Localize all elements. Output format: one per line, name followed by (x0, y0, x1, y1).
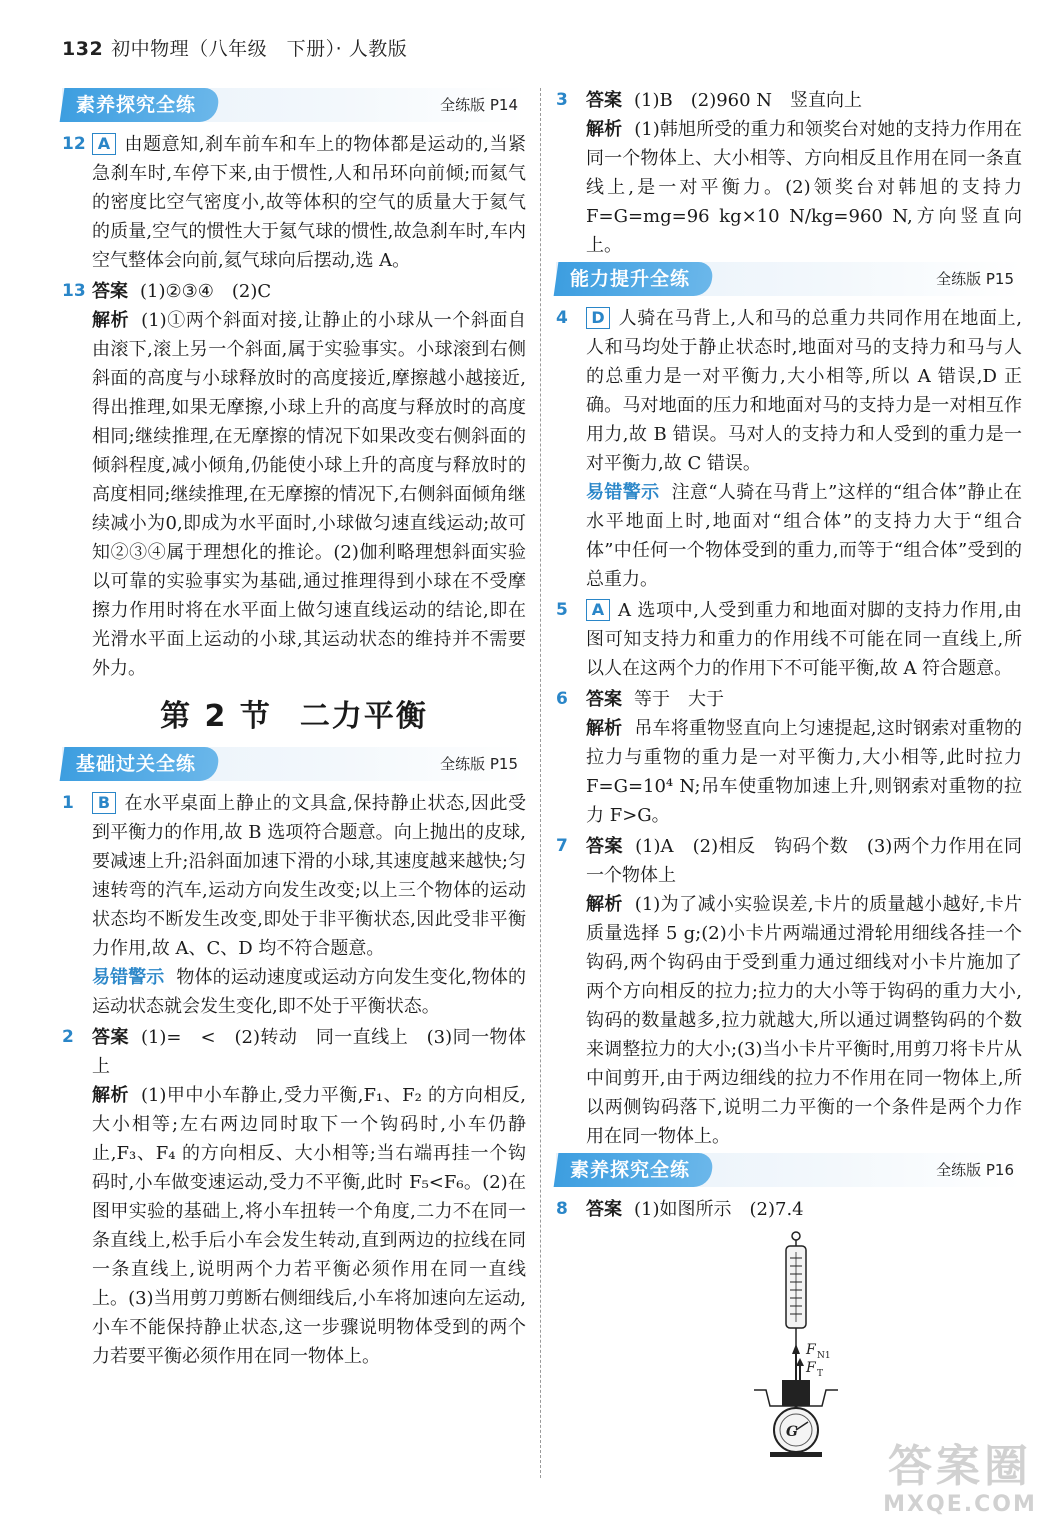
hook-ring-icon (792, 1232, 800, 1240)
answer-text: (1)②③④ (2)C (140, 281, 272, 302)
section-title (62, 691, 526, 735)
label-g: G (786, 1424, 798, 1440)
answer-label: 答案 (92, 281, 128, 302)
answer-label: 答案 (586, 836, 624, 857)
section-name: 二力平衡 (299, 699, 428, 734)
analysis-text: (1)为了减小实验误差,卡片的质量越小越好,卡片质量选择 5 g;(2)小卡片两端通过滑轮用细线各挂一个钩码,两个钩码由于受到重力通过细线对小卡片施加了两个方向相反的拉力;拉力的大小等于钩码的重力大小,钩码的数量越多,拉力就越大,所以通过调整钩码的个数来调整拉力的大小;(3)当小卡片平衡时,用剪刀将卡片从中间剪开,由于两边细线的拉力不作用在同一物体上,所以两侧钩码落下,说明二力平衡的一个条件是两个力作用在同一物体上。 (586, 894, 1022, 1147)
banner-ability-p15 (556, 262, 1022, 296)
banner-ref: 全练版 P16 (936, 1161, 1014, 1179)
question-7 (556, 832, 1022, 1151)
watermark-line2: MXQE.COM (883, 1492, 1037, 1517)
weight-block-icon (782, 1380, 810, 1406)
answer-box: A (586, 599, 610, 621)
question-number: 2 (62, 1027, 74, 1047)
question-number: 3 (556, 90, 568, 110)
analysis-label: 解析 (586, 894, 623, 915)
answer-label: 答案 (92, 1027, 129, 1048)
banner-label: 素养探究全练 (76, 94, 197, 116)
question-number: 6 (556, 689, 568, 709)
banner-basic-p15 (62, 747, 526, 781)
force-diagram-figure (746, 1230, 866, 1458)
analysis-label: 解析 (92, 1085, 129, 1106)
question-5 (556, 596, 1022, 683)
warning-label: 易错警示 (92, 967, 165, 988)
analysis-text: (1)韩旭所受的重力和领奖台对她的支持力作用在同一个物体上、大小相等、方向相反且作用在同一条直线上,是一对平衡力。(2)领奖台对韩旭的支持力 F=G=mg=96 kg×10 N/kg=960 N,方向竖直向上。 (586, 119, 1023, 256)
answer-text: (1)B (2)960 N 竖直向上 (634, 90, 863, 111)
analysis-label: 解析 (92, 310, 130, 331)
scale-base-icon (770, 1452, 822, 1457)
question-number: 5 (556, 600, 568, 620)
label-fn: F (806, 1342, 816, 1358)
warning-text: 物体的运动速度或运动方向发生变化,物体的运动状态就会发生变化,即不处于平衡状态。 (92, 967, 526, 1017)
question-13 (62, 277, 526, 683)
answer-box: D (586, 307, 610, 329)
banner-label: 素养探究全练 (570, 1159, 691, 1181)
question-number: 8 (556, 1199, 568, 1219)
banner-ref: 全练版 P14 (440, 96, 518, 114)
answer-label: 答案 (586, 1199, 622, 1220)
answer-text: (1)A (2)相反 钩码个数 (3)两个力作用在同一个物体上 (586, 836, 1023, 886)
banner-literacy-p14 (62, 88, 526, 122)
page-header (62, 34, 407, 61)
analysis-text: 吊车将重物竖直向上匀速提起,这时钢索对重物的拉力与重物的重力是一对平衡力,大小相等,此时拉力 F=G=10⁴ N;吊车使重物加速上升,则钢索对重物的拉力 F>G。 (586, 718, 1022, 826)
warning-label: 易错警示 (586, 482, 660, 503)
answer-label: 答案 (586, 689, 622, 710)
analysis-text: (1)甲中小车静止,受力平衡,F₁、F₂ 的方向相反,大小相等;左右两边同时取下一个钩码时,小车仍静止,F₃、F₄ 的方向相反、大小相等;当右端再挂一个钩码时,小车做变速运动,受力不平衡,此时 F₅<F₆。(2)在图甲实验的基础上,将小车扭转一个角度,二力不在同一条直线上,松手后小车会发生转动,直到两边的拉线在同一条直线上,说明两个力若平衡必须作用在同一直线上。(3)当用剪刀剪断右侧细线后,小车将加速向左运动,小车不能保持静止状态,这一步骤说明物体受到的两个力若要平衡必须作用在同一物体上。 (92, 1085, 527, 1367)
section-number: 第 2 节 (160, 699, 272, 734)
question-number: 7 (556, 836, 568, 856)
analysis-text: (1)①两个斜面对接,让静止的小球从一个斜面自由滚下,滚上另一个斜面,属于实验事实。小球滚到右侧斜面的高度与小球释放时的高度接近,摩擦越小越接近,得出推理,如果无摩擦,小球上升的高度与释放时的高度相同;继续推理,在无摩擦的情况下如果改变右侧斜面的倾斜程度,减小倾角,仍能使小球上升的高度与释放时的高度相同;继续推理,在无摩擦的情况下,右侧斜面倾角继续减小为0,即成为水平面时,小球做匀速直线运动;故可知②③④属于理想化的推论。(2)伽利略理想斜面实验以可靠的实验事实为基础,通过推理得到小球在不受摩擦力作用时将在水平面上做匀速直线运动的结论,即在光滑水平面上运动的小球,其运动状态的维持并不需要外力。 (92, 310, 527, 679)
question-4 (556, 304, 1022, 594)
question-12 (62, 130, 526, 275)
banner-label: 基础过关全练 (76, 753, 197, 775)
question-8 (556, 1195, 1022, 1224)
answer-box: B (92, 792, 116, 814)
question-number: 4 (556, 308, 568, 328)
answer-text: (1)如图所示 (2)7.4 (634, 1199, 804, 1220)
analysis-label: 解析 (586, 718, 623, 739)
question-number: 13 (62, 281, 86, 301)
column-divider (540, 88, 541, 1478)
question-6 (556, 685, 1022, 830)
question-text: 在水平桌面上静止的文具盒,保持静止状态,因此受到平衡力的作用,故 B 选项符合题意。向上抛出的皮球,要减速上升;沿斜面加速下滑的小球,其速度越来越快;匀速转弯的汽车,运动方向发生改变;以上三个物体的运动状态均不断发生改变,即处于非平衡状态,因此受非平衡力作用,故 A、C、D 均不符合题意。 (92, 793, 526, 959)
banner-ref: 全练版 P15 (440, 755, 518, 773)
left-column (62, 86, 526, 1373)
label-fn-sub: N1 (817, 1351, 831, 1361)
book-title: 初中物理（八年级 下册）· 人教版 (111, 38, 408, 60)
question-text: 人骑在马背上,人和马的总重力共同作用在地面上,人和马均处于静止状态时,地面对马的支持力和马与人的总重力是一对平衡力,大小相等,所以 A 错误,D 正确。马对地面的压力和地面对马的支持力是一对相互作用力,故 B 错误。马对人的支持力和人受到的重力是一对平衡力,故 C 错误。 (586, 308, 1022, 474)
question-2 (62, 1023, 526, 1371)
question-number: 12 (62, 134, 86, 154)
banner-label: 能力提升全练 (570, 268, 691, 290)
answer-label: 答案 (586, 90, 622, 111)
right-column (556, 86, 1022, 1458)
page-number: 132 (62, 38, 104, 60)
label-ft: F (806, 1360, 816, 1376)
question-text: 由题意知,刹车前车和车上的物体都是运动的,当紧急刹车时,车停下来,由于惯性,人和吊环向前倾;而氦气的密度比空气密度小,故等体积的空气的质量大于氦气的质量,空气的惯性大于氦气球的惯性,故急刹车时,车内空气整体会向前,氦气球向后摆动,选 A。 (92, 134, 526, 271)
answer-text: 等于 大于 (634, 689, 724, 710)
answer-text: (1)= < (2)转动 同一直线上 (3)同一物体上 (92, 1027, 527, 1077)
question-3 (556, 86, 1022, 260)
label-ft-sub: T (817, 1369, 824, 1379)
question-1 (62, 789, 526, 1021)
question-number: 1 (62, 793, 74, 813)
force-diagram (746, 1230, 866, 1458)
watermark (880, 1442, 1040, 1526)
answer-box: A (92, 133, 116, 155)
banner-literacy-p16 (556, 1153, 1022, 1187)
question-text: A 选项中,人受到重力和地面对脚的支持力作用,由图可知支持力和重力的作用线不可能在同一直线上,所以人在这两个力的作用下不可能平衡,故 A 符合题意。 (586, 600, 1022, 679)
warning-text: 注意“人骑在马背上”这样的“组合体”静止在水平地面上时,地面对“组合体”的支持力大于“组合体”中任何一个物体受到的重力,而等于“组合体”受到的总重力。 (586, 482, 1022, 590)
banner-ref: 全练版 P15 (936, 270, 1014, 288)
watermark-line1: 答案圈 (888, 1441, 1032, 1492)
analysis-label: 解析 (586, 119, 623, 140)
